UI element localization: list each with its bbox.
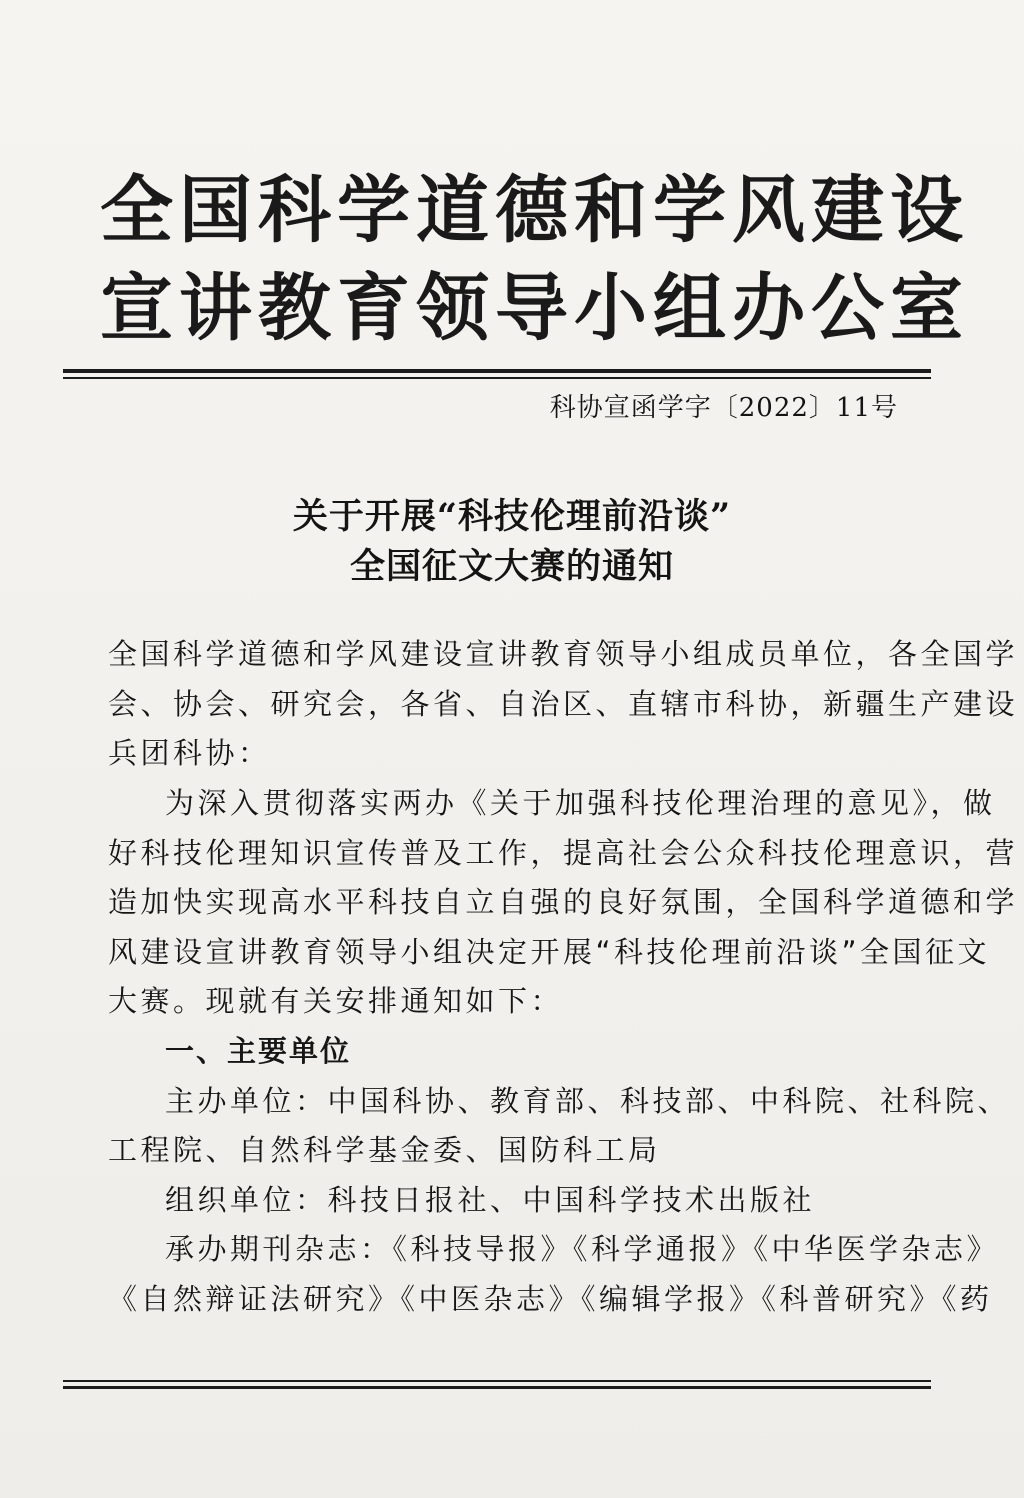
issuer-name-line1: 全国科学道德和学风建设: [100, 167, 969, 253]
paragraph-line: 造加快实现高水平科技自立自强的良好氛围，全国科学道德和学: [108, 885, 1019, 919]
paragraph-line: 工程院、自然科学基金委、国防科工局: [108, 1133, 661, 1167]
addressee-line2: 会、协会、研究会，各省、自治区、直辖市科协，新疆生产建设: [108, 687, 1019, 721]
header-rule-thin: [63, 377, 931, 379]
issuer-name-line2: 宣讲教育领导小组办公室: [100, 265, 969, 351]
paragraph-line: 承办期刊杂志：《科技导报》《科学通报》《中华医学杂志》: [165, 1232, 1000, 1266]
document-number: 科协宣函学字〔2022〕11号: [549, 393, 898, 423]
notice-title-line2: 全国征文大赛的通知: [349, 546, 674, 587]
header-rule-thick: [63, 369, 931, 373]
paragraph-line: 主办单位：中国科协、教育部、科技部、中科院、社科院、: [165, 1084, 1011, 1118]
paragraph-line: 组织单位：科技日报社、中国科学技术出版社: [165, 1183, 816, 1217]
notice-title-line1: 关于开展“科技伦理前沿谈”: [292, 496, 732, 537]
paragraph-line: 《自然辩证法研究》《中医杂志》《编辑学报》《科普研究》《药: [108, 1282, 993, 1316]
footer-rule-thin: [63, 1380, 931, 1382]
addressee-line3: 兵团科协：: [108, 736, 271, 770]
paragraph-line: 为深入贯彻落实两办《关于加强科技伦理治理的意见》，做: [165, 786, 996, 820]
addressee-line1: 全国科学道德和学风建设宣讲教育领导小组成员单位，各全国学: [108, 637, 1019, 671]
paragraph-line: 大赛。现就有关安排通知如下：: [108, 984, 564, 1018]
paragraph-line: 好科技伦理知识宣传普及工作，提高社会公众科技伦理意识，营: [108, 836, 1019, 870]
section-heading: 一、主要单位: [165, 1034, 352, 1068]
paragraph-line: 风建设宣讲教育领导小组决定开展“科技伦理前沿谈”全国征文: [108, 935, 991, 969]
footer-rule-thick: [63, 1386, 931, 1389]
